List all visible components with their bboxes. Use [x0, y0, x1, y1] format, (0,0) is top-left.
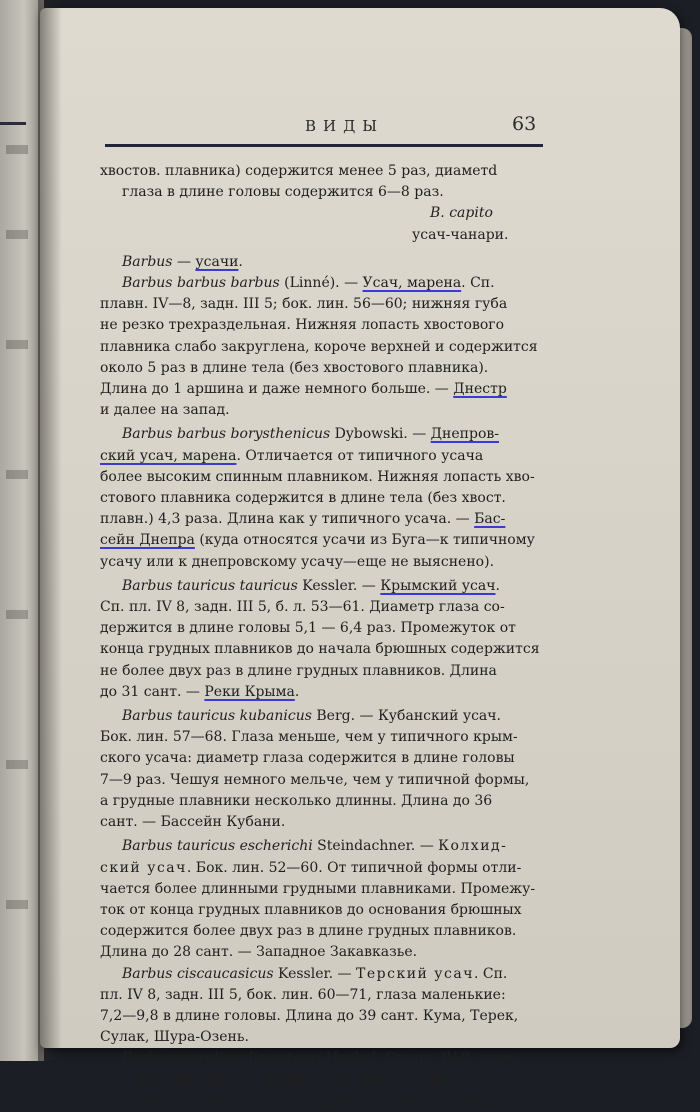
text-run: не более двух раз в длине грудных плавников. Длина: [100, 662, 497, 679]
species-key-common-name: [100, 225, 550, 246]
facing-page-text-fragment: [6, 230, 28, 239]
text-line: [100, 682, 550, 703]
facing-page-text-fragment: [6, 145, 28, 154]
text-line: [100, 1070, 550, 1091]
text-line: [100, 1091, 550, 1112]
text-run: Бок. лин. 57—68. Глаза меньше, чем у типичного крым-: [100, 729, 518, 746]
species-entry-heading: [100, 576, 550, 597]
text-run: .: [238, 253, 243, 270]
text-line: [100, 921, 550, 942]
text-run: Сулак, Шура-Озень.: [100, 1029, 249, 1046]
text-run: более высоким спинным плавником. Нижняя лопасть хво-: [100, 468, 535, 485]
species-entry-heading: [100, 836, 550, 857]
text-run: плавника слабо закруглена, короче верхней и содержится: [100, 338, 538, 355]
text-run: пл. IV 8, задн. III 5, бок. лин. 60—71, глаза маленькие:: [100, 986, 506, 1003]
text-run: . Бок. лин. 52—60. От типичной формы отли-: [186, 859, 522, 876]
underlined-term: Бас-: [474, 511, 506, 528]
text-line: [100, 727, 550, 748]
text-line: [100, 509, 550, 530]
text-run: Dybowski. —: [330, 426, 431, 443]
text-line: [100, 985, 550, 1006]
text-run: ток от конца грудных плавников до основания брюшных: [100, 901, 522, 918]
underlined-term: Днестр: [453, 381, 507, 398]
text-line: [100, 294, 550, 315]
text-line: [100, 337, 550, 358]
text-run: (куда относятся усачи из Буга—к типичному: [194, 532, 535, 549]
text-run: 7—9 раз. Чешуя немного мельче, чем у типичной формы,: [100, 771, 530, 788]
latin-name: Barbus meridionalis: [162, 1092, 306, 1109]
latin-name: Barbus tauricus kubanicus: [122, 708, 312, 725]
text-line: [100, 879, 550, 900]
text-run: Длина до 1 аршина и даже немного больше. —: [100, 381, 454, 398]
text-line: [100, 858, 550, 879]
species-entry-heading: [100, 964, 550, 985]
underlined-term: Усач, марена: [362, 275, 462, 292]
text-run: Heckel. Сп. пл. IV 8, задн.: [322, 1050, 518, 1067]
text-run: чается более длинными грудными плавниками. Промежу-: [100, 880, 536, 897]
text-run: ского усача: диаметр глаза содержится в длине головы: [100, 750, 515, 767]
text-run: до 31 сант. —: [100, 683, 205, 700]
underlined-term: усачи: [195, 253, 239, 270]
text-line: [100, 748, 550, 769]
text-run: Kessler. —: [273, 965, 357, 982]
text-run: а грудные плавники несколько длинны. Длина до 36: [100, 792, 493, 809]
text-run: пичный: [100, 1092, 163, 1109]
text-run: около 5 раз в длине тела (без хвостового плавника).: [100, 359, 489, 376]
underlined-term: Реки Крыма: [204, 683, 295, 700]
text-line: [100, 400, 550, 421]
spaced-common-name: ский усач: [100, 859, 187, 876]
text-run: стового плавника содержится в длине тела (без хвост.: [100, 490, 506, 507]
text-run: усачу или к днепровскому усачу—еще не выяснено).: [100, 553, 495, 570]
text-line: [100, 446, 550, 467]
latin-name: Barbus ciscaucasicus: [122, 965, 274, 982]
text-run: (Linné). —: [279, 275, 363, 292]
text-line: [100, 1006, 550, 1027]
facing-page-text-fragment: [6, 610, 28, 619]
text-run: .: [294, 683, 300, 700]
text-run: Сп. пл. IV 8, задн. III 5, б. л. 53—61. Диаметр глаза со-: [100, 599, 505, 616]
text-run: .: [495, 577, 500, 594]
text-line: [100, 661, 550, 682]
text-line: [100, 1027, 550, 1048]
genus-heading: [100, 252, 550, 273]
text-run: плавн. IV—8, задн. III 5; бок. лин. 56—60; нижняя губа: [100, 296, 508, 313]
text-line: [100, 942, 550, 963]
facing-page-rule: [0, 122, 26, 125]
text-line: [100, 791, 550, 812]
underlined-term: сейн Днепра: [100, 532, 195, 549]
text-line: [100, 182, 550, 203]
text-line: [100, 379, 550, 400]
text-line: [100, 467, 550, 488]
text-run: не резко трехраздельная. Нижняя лопасть хвостового: [100, 317, 505, 334]
text-line: [100, 530, 550, 551]
spaced-common-name: Терский усач: [356, 965, 474, 982]
latin-name: Barbus tauricus tauricus: [122, 577, 298, 594]
text-run: 7,2—9,8 в длине головы. Длина до 39 сант. Кума, Терек,: [100, 1007, 519, 1024]
text-run: B. capito: [430, 205, 493, 222]
underlined-term: Днепров-: [430, 426, 500, 443]
latin-name: Barbus barbus barbus: [122, 275, 280, 292]
text-run: II 5; бок. лин. 48—60. Длина до 28 сант. — Днестр. (Ти-: [100, 1071, 511, 1088]
text-run: водится в южной Франции): [305, 1092, 514, 1109]
species-entry-heading: [100, 424, 550, 445]
text-run: —: [172, 253, 196, 270]
facing-page-text-fragment: [6, 900, 28, 909]
text-run: глаза в длине головы содержится 6—8 раз.: [122, 184, 444, 201]
text-run: Steindachner. —: [312, 838, 439, 855]
text-line: [100, 161, 550, 182]
text-run: . Отличается от типичного усача: [236, 447, 484, 464]
header-rule: [105, 144, 543, 147]
text-line: [100, 618, 550, 639]
underlined-term: Крымский усач: [380, 577, 496, 594]
text-run: усач-чанари.: [412, 226, 509, 243]
text-line: [100, 812, 550, 833]
text-run: Длина до 28 сант. — Западное Закавказье.: [100, 944, 418, 961]
text-line: [100, 358, 550, 379]
underlined-term: ский усач, марена: [100, 447, 237, 464]
text-run: содержится более двух раз в длине грудных плавников.: [100, 923, 517, 940]
text-run: Berg. — Кубанский усач.: [311, 708, 501, 725]
text-run: хвостов. плавника) содержится менее 5 раз, диаметd: [100, 163, 498, 179]
book-gutter-shadow: [38, 0, 62, 1061]
species-key-name: [100, 203, 550, 224]
species-entry-heading: [100, 1048, 550, 1069]
facing-page-text-fragment: [6, 340, 28, 349]
species-entry-heading: [100, 273, 550, 294]
body-text: [100, 161, 550, 1112]
text-line: [100, 770, 550, 791]
text-run: . Сп.: [473, 965, 508, 982]
spaced-common-name: Колхид-: [438, 838, 508, 855]
text-line: [100, 597, 550, 618]
text-run: конца грудных плавников до начала брюшных содержится: [100, 641, 540, 658]
text-line: [100, 488, 550, 509]
page-number: 63: [512, 113, 537, 135]
facing-page-text-fragment: [6, 470, 28, 479]
text-run: плавн.) 4,3 раза. Длина как у типичного усача. —: [100, 511, 475, 528]
text-run: и далее на запад.: [100, 402, 230, 419]
species-entry-heading: [100, 706, 550, 727]
latin-name: Barbus tauricus escherichi: [122, 838, 313, 855]
text-run: . Сп.: [461, 275, 495, 292]
text-run: держится в длине головы 5,1 — 6,4 раз. Промежуток от: [100, 620, 516, 637]
facing-page-text-fragment: [6, 760, 28, 769]
latin-name: Barbus meridionalis petenyi: [122, 1050, 323, 1067]
running-head: ВИДЫ: [305, 117, 385, 135]
text-line: [100, 639, 550, 660]
latin-name: Barbus barbus borysthenicus: [122, 426, 331, 443]
latin-name: Barbus: [122, 253, 173, 270]
text-line: [100, 315, 550, 336]
text-run: Kessler. —: [297, 577, 381, 594]
text-line: [100, 900, 550, 921]
text-run: сант. — Бассейн Кубани.: [100, 814, 286, 831]
text-line: [100, 552, 550, 573]
